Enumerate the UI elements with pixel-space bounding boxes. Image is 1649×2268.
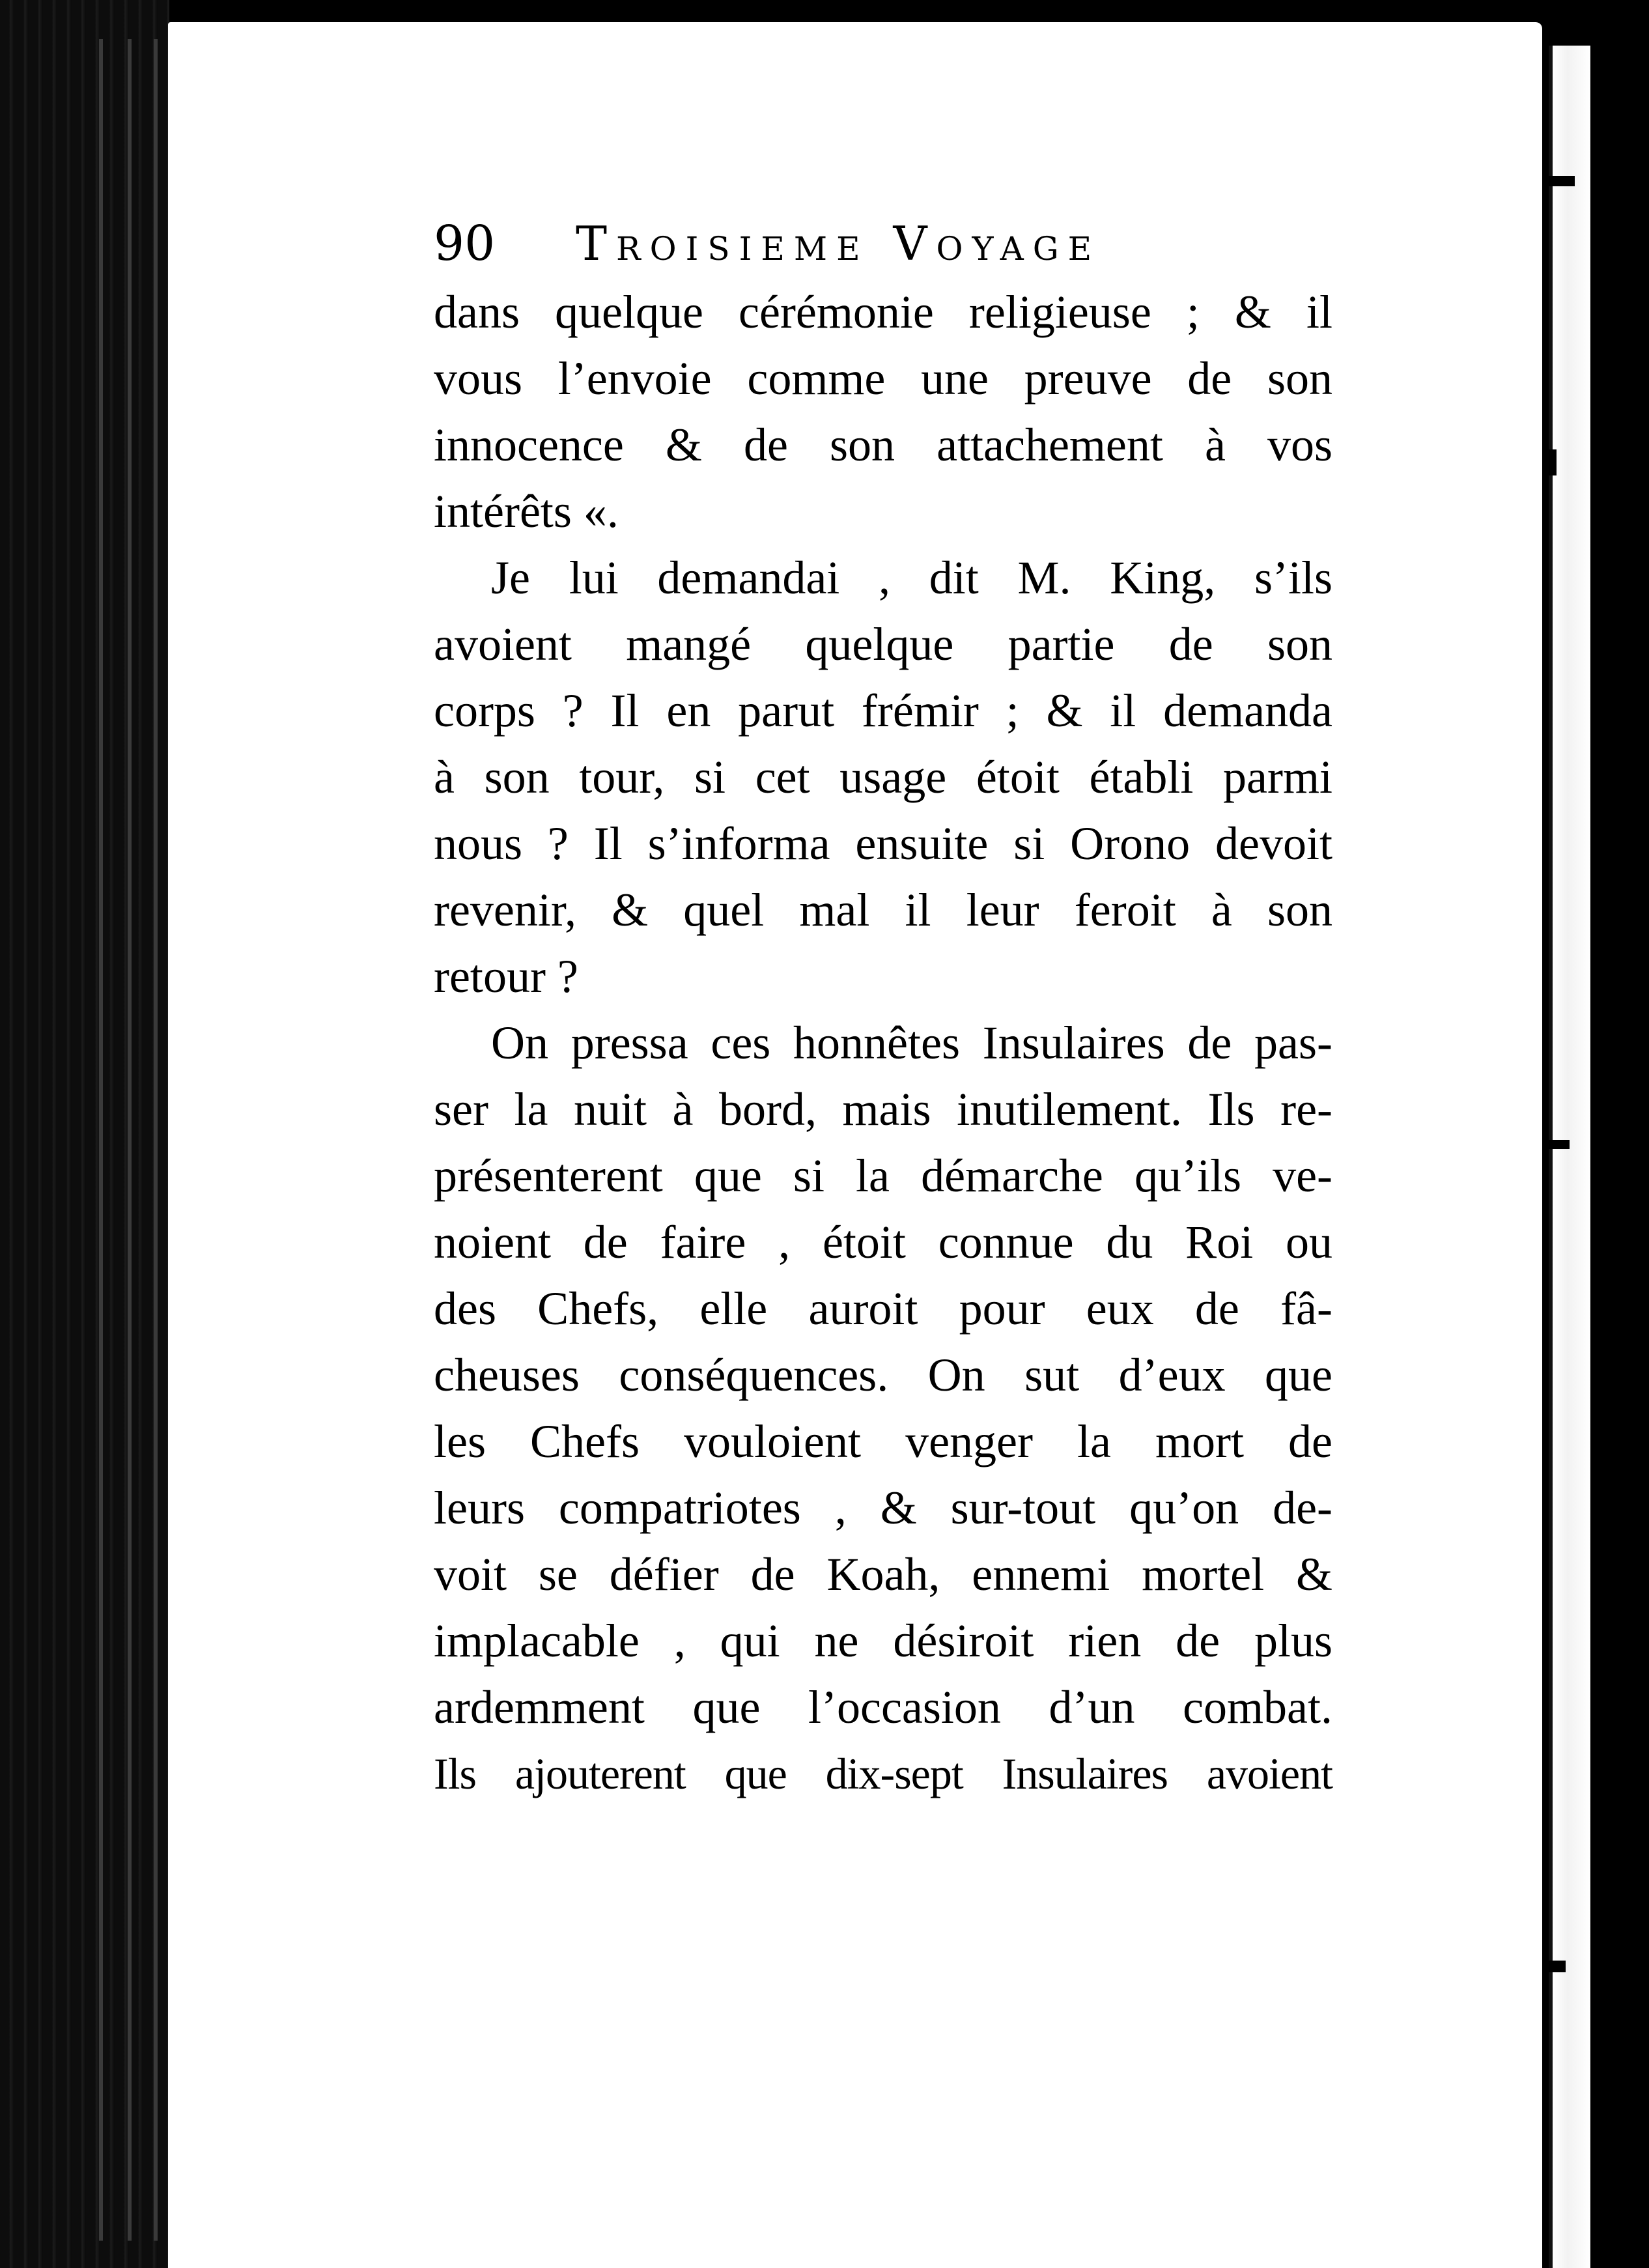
text-line: avoient mangé quelque partie de son bbox=[434, 618, 1332, 670]
edge-mark bbox=[1543, 1961, 1566, 1972]
running-title: Troisieme Voyage bbox=[576, 216, 1101, 271]
text-line: des Chefs, elle auroit pour eux de fâ- bbox=[434, 1283, 1332, 1335]
text-line: revenir, & quel mal il leur feroit à son bbox=[434, 884, 1332, 936]
edge-mark bbox=[1543, 449, 1557, 475]
text-line: ardemment que l’occasion d’un combat. bbox=[434, 1681, 1332, 1733]
text-line: corps ? Il en parut frémir ; & il demanda bbox=[434, 685, 1332, 737]
edge-mark bbox=[1543, 1140, 1570, 1149]
next-page-edge bbox=[1549, 46, 1590, 2268]
page-header bbox=[434, 207, 1202, 279]
text-line: dans quelque cérémonie religieuse ; & il bbox=[434, 286, 1332, 338]
body-text bbox=[434, 279, 1332, 1807]
text-line: noient de faire , étoit connue du Roi ou bbox=[434, 1216, 1332, 1268]
edge-mark bbox=[1543, 176, 1575, 186]
text-line: vous l’envoie comme une preuve de son bbox=[434, 352, 1332, 404]
text-line: cheuses conséquences. On sut d’eux que bbox=[434, 1349, 1332, 1401]
text-line: à son tour, si cet usage étoit établi parmi bbox=[434, 751, 1332, 803]
text-line: nous ? Il s’informa ensuite si Orono devoit bbox=[434, 817, 1332, 870]
text-line: intérêts «. bbox=[434, 485, 619, 537]
gutter-streak bbox=[154, 39, 158, 2241]
text-line: ser la nuit à bord, mais inutilement. Ils re- bbox=[434, 1083, 1332, 1135]
text-line: On pressa ces honnêtes Insulaires de pas- bbox=[491, 1017, 1332, 1069]
text-line: voit se défier de Koah, ennemi mortel & bbox=[434, 1548, 1332, 1600]
book-gutter bbox=[0, 0, 169, 2268]
text-line: retour ? bbox=[434, 950, 578, 1002]
page-number: 90 bbox=[434, 216, 496, 272]
text-line: innocence & de son attachement à vos bbox=[434, 419, 1332, 471]
text-line: les Chefs vouloient venger la mort de bbox=[434, 1415, 1332, 1467]
text-line: implacable , qui ne désiroit rien de plus bbox=[434, 1615, 1332, 1667]
gutter-streak bbox=[128, 39, 132, 2241]
text-line: Ils ajouterent que dix-sept Insulaires avoient bbox=[434, 1749, 1332, 1798]
text-line: Je lui demandai , dit M. King, s’ils bbox=[491, 552, 1332, 604]
text-line: leurs compatriotes , & sur-tout qu’on de- bbox=[434, 1482, 1332, 1534]
gutter-streak bbox=[99, 39, 103, 2241]
text-line: présenterent que si la démarche qu’ils ve- bbox=[434, 1150, 1332, 1202]
